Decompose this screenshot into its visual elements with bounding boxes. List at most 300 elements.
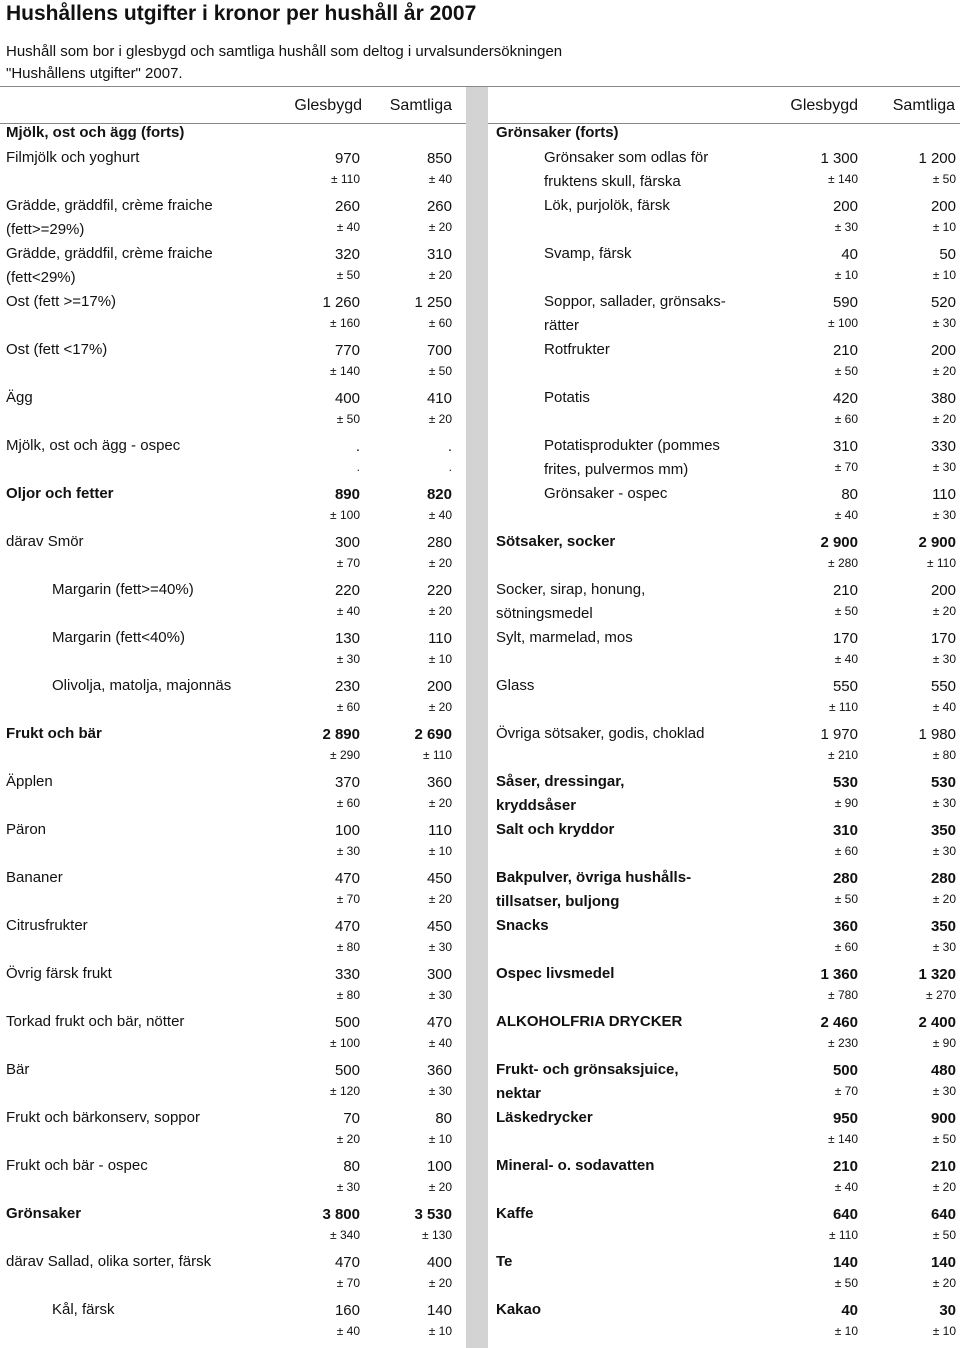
subtitle-line-2: "Hushållens utgifter" 2007. xyxy=(6,65,183,82)
glesbygd-error: ± 30 xyxy=(336,652,360,666)
row-label-line: Olivolja, matolja, majonnäs xyxy=(52,677,232,694)
row-label-line: Citrusfrukter xyxy=(6,917,88,934)
row-label-line: Kaffe xyxy=(496,1205,534,1222)
samtliga-error: ± 30 xyxy=(932,460,956,474)
samtliga-value: 360 xyxy=(426,1062,452,1079)
row-label-line: Sylt, marmelad, mos xyxy=(496,629,633,646)
samtliga-value: 140 xyxy=(930,1254,956,1271)
table-row xyxy=(0,1012,960,1060)
row-label-line: Bär xyxy=(6,1061,30,1078)
table-row xyxy=(0,772,960,820)
samtliga-error: ± 20 xyxy=(932,604,956,618)
samtliga-error: ± 60 xyxy=(428,316,452,330)
table-row xyxy=(0,1108,960,1156)
samtliga-error: ± 10 xyxy=(428,1324,452,1338)
row-label xyxy=(496,772,624,816)
glesbygd-error: ± 40 xyxy=(834,652,858,666)
glesbygd-error: ± 10 xyxy=(834,268,858,282)
glesbygd-error: ± 80 xyxy=(336,988,360,1002)
samtliga-value: 350 xyxy=(930,822,956,839)
samtliga-error: ± 20 xyxy=(428,220,452,234)
glesbygd-error: ± 40 xyxy=(834,508,858,522)
glesbygd-value: 320 xyxy=(334,246,360,263)
glesbygd-error: ± 50 xyxy=(834,604,858,618)
table-row xyxy=(0,244,960,292)
glesbygd-value: 300 xyxy=(334,534,360,551)
table-row xyxy=(0,1156,960,1204)
row-label-line: Läskedrycker xyxy=(496,1109,593,1126)
glesbygd-value: 220 xyxy=(334,582,360,599)
glesbygd-error: ± 30 xyxy=(336,1180,360,1194)
samtliga-error: ± 20 xyxy=(428,412,452,426)
row-label-line: Kakao xyxy=(496,1301,542,1318)
samtliga-error: ± 10 xyxy=(428,652,452,666)
samtliga-error: ± 20 xyxy=(932,364,956,378)
glesbygd-error: ± 60 xyxy=(834,844,858,858)
samtliga-error: ± 20 xyxy=(932,892,956,906)
glesbygd-error: ± 50 xyxy=(336,412,360,426)
samtliga-value: 1 200 xyxy=(918,150,956,167)
glesbygd-error: ± 70 xyxy=(834,1084,858,1098)
row-label-line: kryddsåser xyxy=(496,797,577,814)
section-right: Grönsaker (forts) xyxy=(496,124,619,141)
samtliga-value: 200 xyxy=(930,582,956,599)
samtliga-value: 380 xyxy=(930,390,956,407)
samtliga-error: ± 90 xyxy=(932,1036,956,1050)
glesbygd-value: 2 900 xyxy=(820,534,858,551)
row-label-line: Oljor och fetter xyxy=(6,485,114,502)
samtliga-error: ± 110 xyxy=(422,748,452,762)
glesbygd-value: 950 xyxy=(832,1110,858,1127)
samtliga-error: ± 10 xyxy=(428,844,452,858)
row-label-line: Potatisprodukter (pommes xyxy=(544,437,720,454)
table-row xyxy=(0,484,960,532)
glesbygd-error: ± 290 xyxy=(330,748,360,762)
samtliga-value: 450 xyxy=(426,918,452,935)
glesbygd-value: 1 260 xyxy=(322,294,360,311)
glesbygd-value: 260 xyxy=(334,198,360,215)
row-label-line: Grönsaker - ospec xyxy=(544,485,668,502)
row-label-line: Ägg xyxy=(6,389,33,406)
samtliga-error: ± 50 xyxy=(932,172,956,186)
row-label xyxy=(544,148,708,192)
row-label-line: Margarin (fett<40%) xyxy=(52,629,185,646)
samtliga-error: ± 20 xyxy=(932,412,956,426)
row-label-line: Äpplen xyxy=(6,773,53,790)
glesbygd-error: ± 40 xyxy=(336,604,360,618)
glesbygd-error: ± 20 xyxy=(336,1132,360,1146)
samtliga-value: 210 xyxy=(930,1158,956,1175)
row-label xyxy=(496,628,633,648)
table-row xyxy=(0,820,960,868)
glesbygd-error: ± 110 xyxy=(330,172,360,186)
samtliga-error: . xyxy=(448,460,452,474)
row-label xyxy=(496,1108,593,1128)
table-row xyxy=(0,436,960,484)
samtliga-error: ± 20 xyxy=(428,604,452,618)
samtliga-error: ± 10 xyxy=(932,220,956,234)
row-label-line: Frukt- och grönsaksjuice, xyxy=(496,1061,679,1078)
row-label-line: Frukt och bär xyxy=(6,725,102,742)
glesbygd-value: 470 xyxy=(334,1254,360,1271)
glesbygd-error: ± 280 xyxy=(828,556,858,570)
samtliga-error: ± 30 xyxy=(932,796,956,810)
row-label-line: ALKOHOLFRIA DRYCKER xyxy=(496,1013,683,1030)
samtliga-value: 360 xyxy=(426,774,452,791)
row-label-line: Ost (fett >=17%) xyxy=(6,293,117,310)
row-label xyxy=(496,532,615,552)
samtliga-value: 900 xyxy=(930,1110,956,1127)
samtliga-error: ± 30 xyxy=(932,316,956,330)
glesbygd-error: ± 40 xyxy=(336,1324,360,1338)
row-label xyxy=(496,676,534,696)
row-label-line: Övriga sötsaker, godis, choklad xyxy=(496,725,705,742)
glesbygd-value: 200 xyxy=(832,198,858,215)
row-label xyxy=(544,436,720,480)
row-label-line: Ost (fett <17%) xyxy=(6,341,108,358)
samtliga-value: 470 xyxy=(426,1014,452,1031)
col-header-glesbygd-right: Glesbygd xyxy=(790,97,858,114)
row-label xyxy=(496,916,549,936)
row-label xyxy=(544,340,610,360)
row-label-line: därav Smör xyxy=(6,533,84,550)
table-row xyxy=(0,1204,960,1252)
row-label-line: Snacks xyxy=(496,917,549,934)
glesbygd-value: 500 xyxy=(832,1062,858,1079)
samtliga-value: 700 xyxy=(426,342,452,359)
glesbygd-value: 420 xyxy=(832,390,858,407)
glesbygd-value: 550 xyxy=(832,678,858,695)
row-label-line: Ospec livsmedel xyxy=(496,965,615,982)
glesbygd-value: 140 xyxy=(832,1254,858,1271)
row-label xyxy=(496,868,691,912)
glesbygd-error: ± 210 xyxy=(828,748,858,762)
glesbygd-error: ± 140 xyxy=(828,172,858,186)
row-label-line: Bakpulver, övriga hushålls- xyxy=(496,869,692,886)
row-label-line: Såser, dressingar, xyxy=(496,773,625,790)
samtliga-value: 3 530 xyxy=(414,1206,452,1223)
glesbygd-value: 3 800 xyxy=(322,1206,360,1223)
glesbygd-value: 40 xyxy=(841,1302,858,1319)
glesbygd-error: ± 10 xyxy=(834,1324,858,1338)
glesbygd-value: 500 xyxy=(334,1014,360,1031)
row-label-line: (fett>=29%) xyxy=(6,221,85,238)
glesbygd-error: ± 60 xyxy=(336,796,360,810)
glesbygd-error: ± 100 xyxy=(828,316,858,330)
row-label-line: Frukt och bär - ospec xyxy=(6,1157,148,1174)
glesbygd-error: ± 230 xyxy=(828,1036,858,1050)
samtliga-value: 100 xyxy=(426,1158,452,1175)
samtliga-value: 1 980 xyxy=(918,726,956,743)
glesbygd-error: ± 60 xyxy=(834,412,858,426)
row-label-line: Salt och kryddor xyxy=(496,821,615,838)
table-row xyxy=(0,724,960,772)
samtliga-error: ± 10 xyxy=(428,1132,452,1146)
row-label-line: frites, pulvermos mm) xyxy=(544,461,689,478)
glesbygd-value: 890 xyxy=(334,486,360,503)
glesbygd-error: ± 100 xyxy=(330,1036,360,1050)
samtliga-error: ± 20 xyxy=(932,1276,956,1290)
glesbygd-value: 210 xyxy=(832,342,858,359)
table-row xyxy=(0,1060,960,1108)
glesbygd-value: 40 xyxy=(841,246,858,263)
glesbygd-error: ± 140 xyxy=(330,364,360,378)
samtliga-error: ± 270 xyxy=(926,988,956,1002)
samtliga-value: 820 xyxy=(426,486,452,503)
row-label-line: Mjölk, ost och ägg - ospec xyxy=(6,437,181,454)
table-row xyxy=(0,676,960,724)
glesbygd-value: 530 xyxy=(832,774,858,791)
glesbygd-error: ± 70 xyxy=(336,556,360,570)
samtliga-error: ± 20 xyxy=(428,1180,452,1194)
samtliga-value: 280 xyxy=(930,870,956,887)
samtliga-error: ± 30 xyxy=(428,940,452,954)
col-header-samtliga-right: Samtliga xyxy=(892,97,955,114)
row-label-line: Grönsaker xyxy=(6,1205,82,1222)
samtliga-error: ± 20 xyxy=(428,700,452,714)
table-row xyxy=(0,148,960,196)
row-label-line: Soppor, sallader, grönsaks- xyxy=(544,293,726,310)
row-label-line: (fett<29%) xyxy=(6,269,76,286)
row-label-line: Torkad frukt och bär, nötter xyxy=(6,1013,185,1030)
glesbygd-value: . xyxy=(355,438,360,455)
col-header-samtliga-left: Samtliga xyxy=(389,97,452,114)
row-label-line: tillsatser, buljong xyxy=(496,893,620,910)
row-label xyxy=(496,820,614,840)
glesbygd-value: 210 xyxy=(832,582,858,599)
samtliga-value: 480 xyxy=(930,1062,956,1079)
row-label-line: Bananer xyxy=(6,869,63,886)
samtliga-error: ± 30 xyxy=(428,1084,452,1098)
glesbygd-error: ± 340 xyxy=(330,1228,360,1242)
samtliga-value: 550 xyxy=(930,678,956,695)
samtliga-error: ± 50 xyxy=(932,1132,956,1146)
glesbygd-error: ± 40 xyxy=(834,1180,858,1194)
row-label-line: Frukt och bärkonserv, soppor xyxy=(6,1109,200,1126)
glesbygd-value: 500 xyxy=(334,1062,360,1079)
glesbygd-error: ± 70 xyxy=(336,1276,360,1290)
samtliga-error: ± 40 xyxy=(428,1036,452,1050)
samtliga-value: 1 320 xyxy=(918,966,956,983)
row-label-line: Päron xyxy=(6,821,47,838)
samtliga-value: 2 900 xyxy=(918,534,956,551)
row-label xyxy=(496,1252,512,1272)
samtliga-value: 520 xyxy=(930,294,956,311)
samtliga-error: ± 20 xyxy=(932,1180,956,1194)
samtliga-value: 200 xyxy=(426,678,452,695)
row-label-line: Sötsaker, socker xyxy=(496,533,616,550)
glesbygd-error: ± 110 xyxy=(828,1228,858,1242)
row-label-line: Övrig färsk frukt xyxy=(6,965,112,982)
row-label-line: därav Sallad, olika sorter, färsk xyxy=(6,1253,212,1270)
glesbygd-error: ± 100 xyxy=(330,508,360,522)
samtliga-error: ± 20 xyxy=(428,1276,452,1290)
samtliga-error: ± 50 xyxy=(932,1228,956,1242)
samtliga-value: 110 xyxy=(932,486,956,503)
samtliga-error: ± 40 xyxy=(428,172,452,186)
table-row xyxy=(0,964,960,1012)
samtliga-error: ± 40 xyxy=(428,508,452,522)
row-label xyxy=(544,484,667,504)
glesbygd-value: 400 xyxy=(334,390,360,407)
samtliga-value: 170 xyxy=(930,630,956,647)
samtliga-value: 530 xyxy=(930,774,956,791)
row-label-line: Potatis xyxy=(544,389,590,406)
glesbygd-error: . xyxy=(356,460,360,474)
glesbygd-value: 470 xyxy=(334,918,360,935)
glesbygd-error: ± 160 xyxy=(330,316,360,330)
table-row xyxy=(0,1252,960,1300)
glesbygd-error: ± 120 xyxy=(330,1084,360,1098)
row-label-line: nektar xyxy=(496,1085,542,1102)
samtliga-value: 330 xyxy=(930,438,956,455)
glesbygd-error: ± 40 xyxy=(336,220,360,234)
glesbygd-error: ± 60 xyxy=(336,700,360,714)
glesbygd-value: 370 xyxy=(334,774,360,791)
subtitle-line-1: Hushåll som bor i glesbygd och samtliga hushåll som deltog i urvalsundersökningen xyxy=(6,43,563,60)
section-left: Mjölk, ost och ägg (forts) xyxy=(6,124,185,141)
glesbygd-value: 970 xyxy=(334,150,360,167)
glesbygd-value: 230 xyxy=(334,678,360,695)
samtliga-value: 1 250 xyxy=(414,294,452,311)
row-label-line: Glass xyxy=(496,677,535,694)
glesbygd-value: 80 xyxy=(343,1158,360,1175)
row-label xyxy=(496,1012,682,1032)
row-label xyxy=(496,964,614,984)
glesbygd-value: 210 xyxy=(832,1158,858,1175)
samtliga-error: ± 30 xyxy=(932,940,956,954)
glesbygd-value: 590 xyxy=(832,294,858,311)
table-row xyxy=(0,388,960,436)
glesbygd-error: ± 50 xyxy=(336,268,360,282)
row-label xyxy=(544,196,670,216)
table-row xyxy=(0,580,960,628)
samtliga-error: ± 30 xyxy=(932,1084,956,1098)
samtliga-value: 110 xyxy=(428,822,452,839)
samtliga-value: 2 690 xyxy=(414,726,452,743)
samtliga-value: 410 xyxy=(426,390,452,407)
table-row xyxy=(0,292,960,340)
glesbygd-error: ± 90 xyxy=(834,796,858,810)
row-label-line: Margarin (fett>=40%) xyxy=(52,581,194,598)
glesbygd-value: 1 970 xyxy=(820,726,858,743)
glesbygd-error: ± 780 xyxy=(828,988,858,1002)
glesbygd-error: ± 50 xyxy=(834,364,858,378)
samtliga-error: ± 20 xyxy=(428,556,452,570)
row-label-line: Svamp, färsk xyxy=(544,245,632,262)
table-row xyxy=(0,196,960,244)
samtliga-error: ± 40 xyxy=(932,700,956,714)
glesbygd-value: 1 300 xyxy=(820,150,858,167)
table-row xyxy=(0,868,960,916)
glesbygd-value: 170 xyxy=(832,630,858,647)
glesbygd-value: 470 xyxy=(334,870,360,887)
row-label-line: rätter xyxy=(544,317,580,334)
glesbygd-error: ± 30 xyxy=(834,220,858,234)
table-row xyxy=(0,340,960,388)
samtliga-error: ± 20 xyxy=(428,268,452,282)
row-label-line: Grönsaker som odlas för xyxy=(544,149,709,166)
samtliga-value: 200 xyxy=(930,342,956,359)
samtliga-value: 220 xyxy=(426,582,452,599)
samtliga-error: ± 80 xyxy=(932,748,956,762)
glesbygd-error: ± 80 xyxy=(336,940,360,954)
row-label xyxy=(496,1204,534,1224)
row-label xyxy=(496,580,645,624)
glesbygd-value: 130 xyxy=(334,630,360,647)
samtliga-error: ± 20 xyxy=(428,892,452,906)
samtliga-value: 260 xyxy=(426,198,452,215)
samtliga-value: 350 xyxy=(930,918,956,935)
glesbygd-value: 310 xyxy=(832,822,858,839)
glesbygd-error: ± 70 xyxy=(834,460,858,474)
samtliga-value: 50 xyxy=(939,246,956,263)
samtliga-value: 850 xyxy=(426,150,452,167)
row-label xyxy=(544,292,726,336)
row-label xyxy=(544,244,632,264)
row-label xyxy=(496,724,704,744)
samtliga-value: 140 xyxy=(426,1302,452,1319)
row-label xyxy=(544,388,590,408)
row-label xyxy=(496,1156,654,1176)
page-title: Hushållens utgifter i kronor per hushåll år 2007 xyxy=(6,2,477,25)
row-label-line: Te xyxy=(496,1253,513,1270)
glesbygd-value: 70 xyxy=(343,1110,360,1127)
samtliga-error: ± 30 xyxy=(932,652,956,666)
row-label-line: Rotfrukter xyxy=(544,341,610,358)
row-label-line: Mineral- o. sodavatten xyxy=(496,1157,655,1174)
glesbygd-value: 310 xyxy=(832,438,858,455)
samtliga-error: ± 110 xyxy=(926,556,956,570)
row-label-line: sötningsmedel xyxy=(496,605,593,622)
glesbygd-value: 100 xyxy=(334,822,360,839)
samtliga-value: 640 xyxy=(930,1206,956,1223)
glesbygd-value: 360 xyxy=(832,918,858,935)
glesbygd-value: 1 360 xyxy=(820,966,858,983)
row-label-line: fruktens skull, färska xyxy=(544,173,681,190)
col-header-glesbygd-left: Glesbygd xyxy=(294,97,362,114)
glesbygd-error: ± 140 xyxy=(828,1132,858,1146)
samtliga-error: ± 30 xyxy=(932,508,956,522)
row-label-line: Kål, färsk xyxy=(52,1301,115,1318)
glesbygd-error: ± 50 xyxy=(834,892,858,906)
glesbygd-error: ± 60 xyxy=(834,940,858,954)
samtliga-error: ± 130 xyxy=(422,1228,452,1242)
samtliga-value: 400 xyxy=(426,1254,452,1271)
samtliga-error: ± 20 xyxy=(428,796,452,810)
glesbygd-value: 2 890 xyxy=(322,726,360,743)
samtliga-error: ± 50 xyxy=(428,364,452,378)
samtliga-value: . xyxy=(447,438,452,455)
glesbygd-value: 280 xyxy=(832,870,858,887)
samtliga-value: 30 xyxy=(939,1302,956,1319)
samtliga-error: ± 30 xyxy=(428,988,452,1002)
glesbygd-value: 160 xyxy=(334,1302,360,1319)
glesbygd-value: 330 xyxy=(334,966,360,983)
glesbygd-error: ± 110 xyxy=(828,700,858,714)
glesbygd-value: 640 xyxy=(832,1206,858,1223)
samtliga-value: 80 xyxy=(435,1110,452,1127)
table-row xyxy=(0,532,960,580)
samtliga-value: 110 xyxy=(428,630,452,647)
row-label-line: Grädde, gräddfil, crème fraiche xyxy=(6,245,213,262)
row-label-line: Socker, sirap, honung, xyxy=(496,581,646,598)
row-label-line: Grädde, gräddfil, crème fraiche xyxy=(6,197,213,214)
row-label-line: Filmjölk och yoghurt xyxy=(6,149,140,166)
samtliga-value: 450 xyxy=(426,870,452,887)
glesbygd-error: ± 70 xyxy=(336,892,360,906)
table-row xyxy=(0,916,960,964)
